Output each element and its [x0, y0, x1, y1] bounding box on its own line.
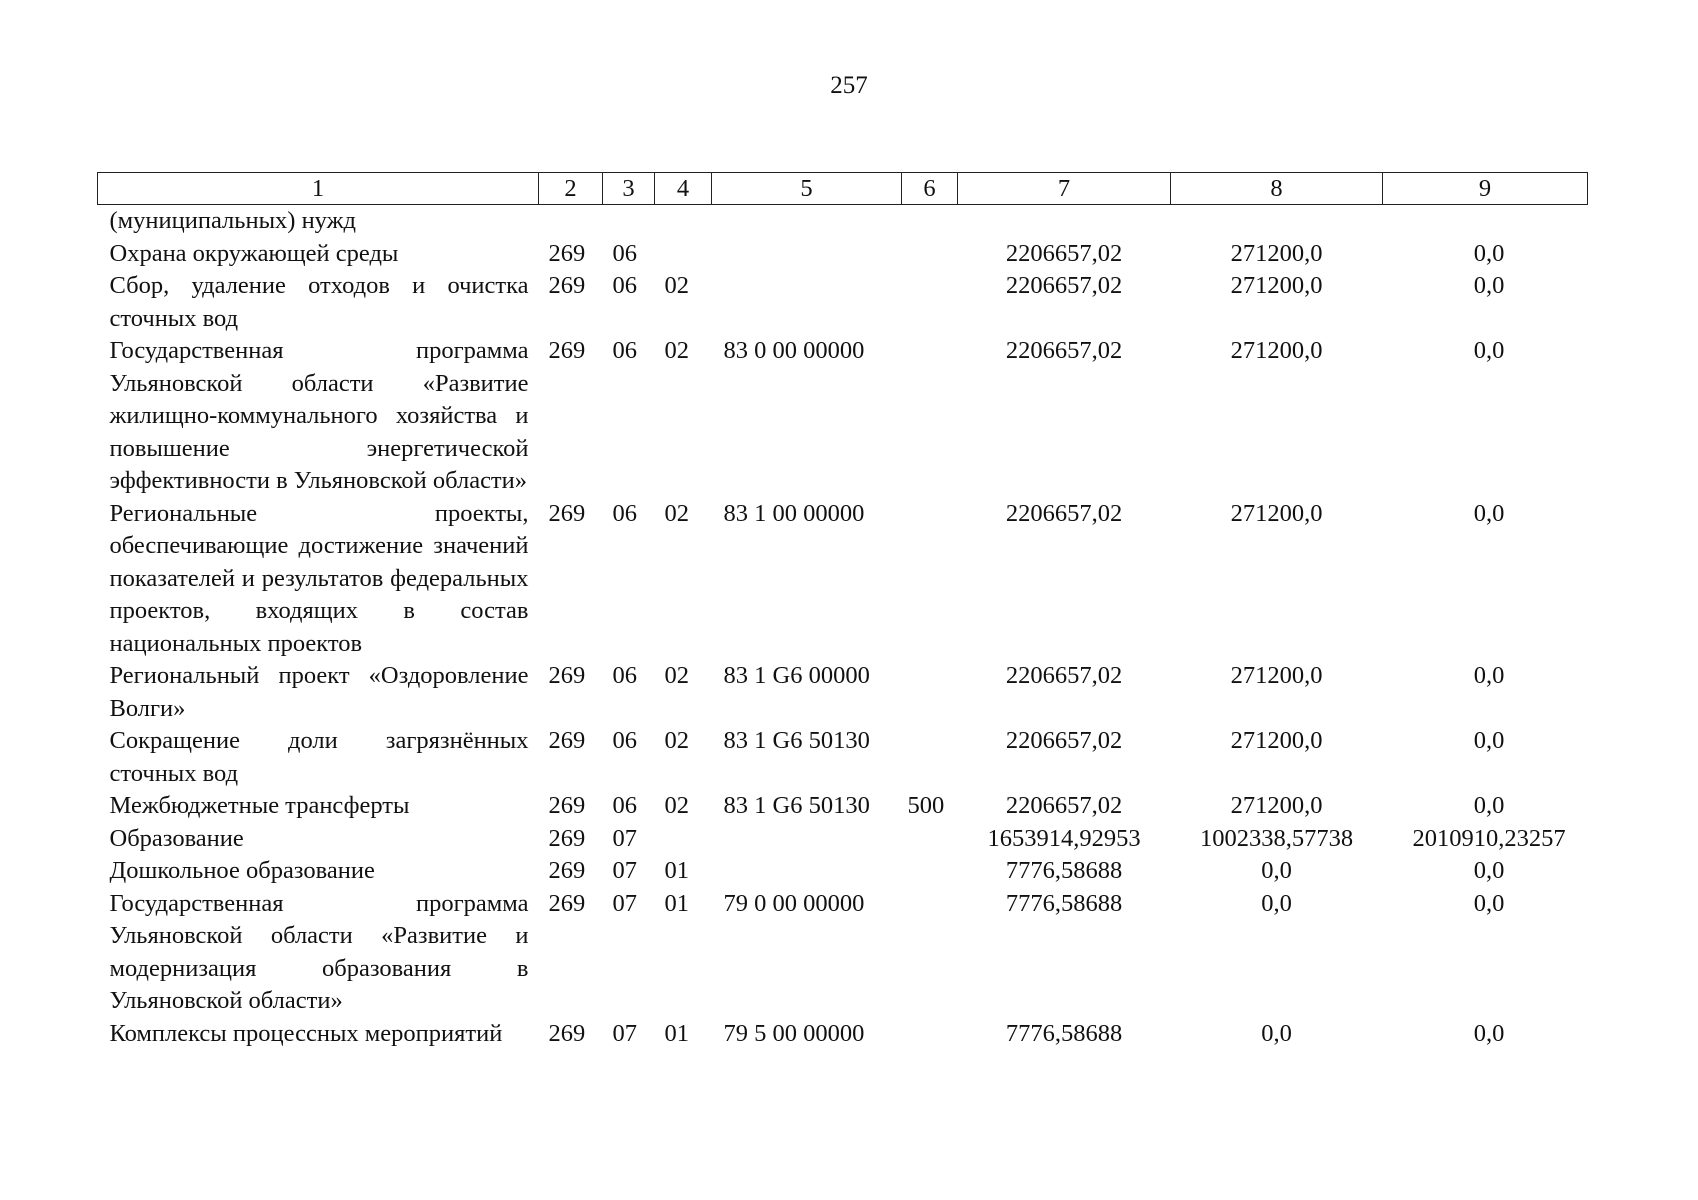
column-header: 9	[1383, 173, 1588, 205]
amount-col9: 0,0	[1473, 889, 1505, 917]
code-expense-type: 500	[907, 792, 945, 819]
code-admin: 269	[548, 792, 586, 819]
table-row	[98, 790, 1588, 823]
code-admin: 269	[548, 662, 586, 689]
code-subsection: 01	[664, 889, 689, 917]
code-section: 07	[612, 857, 637, 884]
column-header: 4	[655, 173, 712, 205]
amount-col8: 271200,0	[1230, 499, 1323, 527]
budget-table-container	[97, 172, 1587, 1050]
row-name: Сбор, удаление отходов и очистка сточных вод	[109, 272, 529, 332]
code-target-article	[712, 205, 902, 238]
code-subsection	[655, 238, 712, 271]
code-expense-type	[902, 1018, 958, 1051]
code-subsection	[655, 205, 712, 238]
table-row	[98, 335, 1588, 498]
amount-col9: 0,0	[1473, 792, 1505, 819]
amount-col8	[1171, 205, 1383, 238]
amount-col9: 0,0	[1473, 272, 1505, 299]
table-row	[98, 1018, 1588, 1051]
row-name: Региональные проекты, обеспечивающие достижение значений показателей и результатов федеральных проектов, входящих в состав национальных проектов	[109, 499, 529, 657]
code-target-article	[712, 270, 902, 335]
code-expense-type	[902, 205, 958, 238]
row-name: (муниципальных) нужд	[109, 207, 356, 234]
code-section: 06	[612, 662, 637, 689]
code-target-article: 83 1 G6 50130	[723, 792, 870, 819]
code-subsection: 01	[664, 1019, 689, 1047]
amount-col9: 0,0	[1473, 1019, 1505, 1047]
code-admin: 269	[548, 857, 586, 884]
row-name: Межбюджетные трансферты	[109, 792, 410, 819]
row-name: Государственная программа Ульяновской области «Развитие жилищно-коммунального хозяйства и повышение энергетической эффективности в Ульяновской области»	[109, 337, 529, 494]
amount-col8: 0,0	[1261, 1019, 1292, 1047]
table-row	[98, 660, 1588, 725]
amount-col8: 1002338,57738	[1199, 824, 1354, 852]
code-section: 07	[612, 824, 637, 852]
code-target-article: 83 0 00 00000	[723, 337, 865, 364]
code-target-article: 79 0 00 00000	[723, 889, 865, 917]
table-row	[98, 205, 1588, 238]
row-name: Образование	[109, 824, 244, 852]
amount-col7: 2206657,02	[1005, 337, 1123, 364]
code-section	[603, 205, 655, 238]
code-admin: 269	[548, 727, 586, 754]
row-name: Охрана окружающей среды	[109, 239, 399, 267]
amount-col7	[958, 205, 1171, 238]
table-row	[98, 823, 1588, 856]
amount-col7: 2206657,02	[1005, 499, 1123, 527]
code-admin: 269	[548, 824, 586, 852]
amount-col8: 0,0	[1261, 857, 1292, 884]
amount-col8: 271200,0	[1230, 662, 1323, 689]
amount-col8: 0,0	[1261, 889, 1292, 917]
code-subsection: 02	[664, 727, 689, 754]
code-expense-type	[902, 660, 958, 725]
amount-col7: 7776,58688	[1005, 889, 1123, 917]
code-target-article	[712, 238, 902, 271]
code-admin: 269	[548, 1019, 586, 1047]
code-target-article: 83 1 00 00000	[723, 499, 865, 527]
code-section: 06	[612, 239, 637, 267]
table-row	[98, 855, 1588, 888]
page-number: 257	[830, 72, 868, 99]
code-section: 06	[612, 337, 637, 364]
amount-col9: 0,0	[1473, 857, 1505, 884]
code-section: 06	[612, 727, 637, 754]
amount-col7: 2206657,02	[1005, 662, 1123, 689]
code-section: 07	[612, 889, 637, 917]
amount-col7: 2206657,02	[1005, 272, 1123, 299]
code-subsection: 02	[664, 792, 689, 819]
code-subsection: 02	[664, 272, 689, 299]
amount-col7: 7776,58688	[1005, 1019, 1123, 1047]
code-expense-type	[902, 270, 958, 335]
code-expense-type	[902, 335, 958, 498]
code-expense-type	[902, 855, 958, 888]
amount-col9: 0,0	[1473, 337, 1505, 364]
amount-col8: 271200,0	[1230, 792, 1323, 819]
amount-col9: 0,0	[1473, 499, 1505, 527]
row-name: Комплексы процессных мероприятий	[109, 1019, 503, 1047]
code-section: 06	[612, 792, 637, 819]
amount-col7: 7776,58688	[1005, 857, 1123, 884]
column-header: 7	[958, 173, 1171, 205]
row-name: Региональный проект «Оздоровление Волги»	[109, 662, 529, 722]
code-section: 07	[612, 1019, 637, 1047]
column-header: 2	[539, 173, 603, 205]
code-expense-type	[902, 238, 958, 271]
amount-col8: 271200,0	[1230, 337, 1323, 364]
code-target-article	[712, 823, 902, 856]
code-subsection	[655, 823, 712, 856]
code-subsection: 02	[664, 662, 689, 689]
code-expense-type	[902, 888, 958, 1018]
table-row	[98, 725, 1588, 790]
code-expense-type	[902, 823, 958, 856]
amount-col9: 0,0	[1473, 239, 1505, 267]
code-admin: 269	[548, 272, 586, 299]
amount-col7: 1653914,92953	[987, 824, 1141, 852]
code-section: 06	[612, 272, 637, 299]
amount-col9	[1383, 205, 1588, 238]
column-number-header-row	[98, 173, 1588, 205]
code-admin	[539, 205, 603, 238]
amount-col7: 2206657,02	[1005, 239, 1123, 267]
row-name: Государственная программа Ульяновской области «Развитие и модернизация образования в Ульяновской области»	[109, 889, 529, 1014]
table-row	[98, 498, 1588, 661]
code-expense-type	[902, 725, 958, 790]
code-target-article	[712, 855, 902, 888]
code-admin: 269	[548, 239, 586, 267]
budget-table	[97, 172, 1588, 1050]
amount-col8: 271200,0	[1230, 272, 1323, 299]
table-row	[98, 238, 1588, 271]
column-header: 5	[712, 173, 902, 205]
amount-col9: 0,0	[1473, 662, 1505, 689]
code-target-article: 79 5 00 00000	[723, 1019, 865, 1047]
table-row	[98, 270, 1588, 335]
code-admin: 269	[548, 889, 586, 917]
column-header: 8	[1171, 173, 1383, 205]
amount-col7: 2206657,02	[1005, 792, 1123, 819]
amount-col7: 2206657,02	[1005, 727, 1123, 754]
code-expense-type	[902, 498, 958, 661]
amount-col8: 271200,0	[1230, 239, 1323, 267]
code-subsection: 02	[664, 337, 689, 364]
column-header: 1	[98, 173, 539, 205]
code-subsection: 02	[664, 499, 689, 527]
code-target-article: 83 1 G6 00000	[723, 662, 870, 689]
code-admin: 269	[548, 337, 586, 364]
column-header: 6	[902, 173, 958, 205]
amount-col8: 271200,0	[1230, 727, 1323, 754]
code-section: 06	[612, 499, 637, 527]
code-target-article: 83 1 G6 50130	[723, 727, 870, 754]
amount-col9: 0,0	[1473, 727, 1505, 754]
column-header: 3	[603, 173, 655, 205]
amount-col9: 2010910,23257	[1412, 824, 1566, 852]
row-name: Сокращение доли загрязнённых сточных вод	[109, 727, 529, 787]
code-admin: 269	[548, 499, 586, 527]
table-row	[98, 888, 1588, 1018]
code-subsection: 01	[664, 857, 689, 884]
row-name: Дошкольное образование	[109, 857, 375, 884]
